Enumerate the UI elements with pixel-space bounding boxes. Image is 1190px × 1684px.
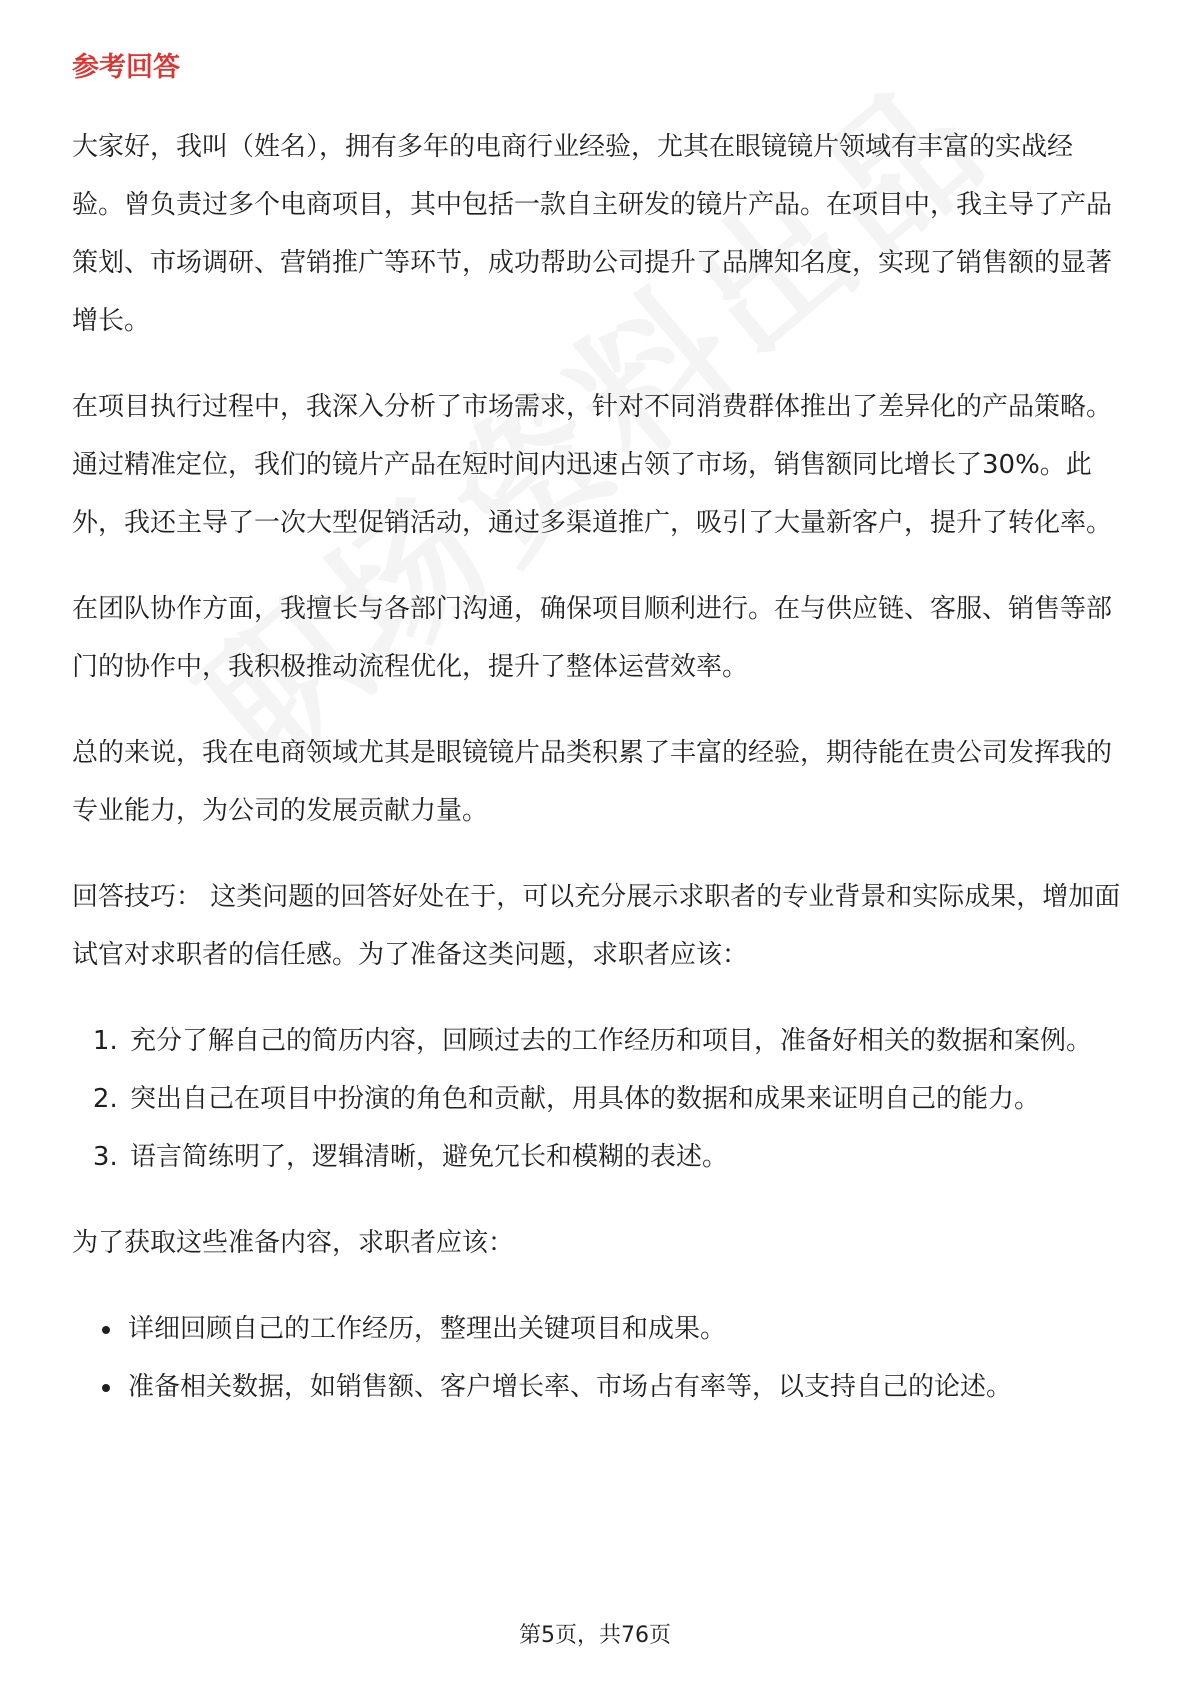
page-footer: 第5页，共76页 xyxy=(519,1623,671,1648)
prep-list xyxy=(72,1300,1122,1416)
answer-paragraph-1: 大家好，我叫（姓名），拥有多年的电商行业经验，尤其在眼镜镜片领域有丰富的实战经验。曾负责过多个电商项目，其中包括一款自主研发的镜片产品。在项目中，我主导了产品策划、市场调研、营销推广等环节，成功帮助公司提升了品牌知名度，实现了销售额的显著增长。 xyxy=(72,132,1113,336)
section-heading: 参考回答 xyxy=(72,52,180,83)
prep-intro: 为了获取这些准备内容，求职者应该： xyxy=(72,1228,515,1258)
tips-list xyxy=(72,1012,1122,1186)
list-item: 1. 充分了解自己的简历内容，回顾过去的工作经历和项目，准备好相关的数据和案例。 xyxy=(126,1012,1122,1070)
answer-paragraph-4: 总的来说，我在电商领域尤其是眼镜镜片品类积累了丰富的经验，期待能在贵公司发挥我的专业能力，为公司的发展贡献力量。 xyxy=(72,738,1113,826)
list-item: • 准备相关数据，如销售额、客户增长率、市场占有率等，以支持自己的论述。 xyxy=(124,1358,1122,1416)
list-item: 3. 语言简练明了，逻辑清晰，避免冗长和模糊的表述。 xyxy=(126,1128,1122,1186)
list-item: 2. 突出自己在项目中扮演的角色和贡献，用具体的数据和成果来证明自己的能力。 xyxy=(126,1070,1122,1128)
answer-paragraph-2: 在项目执行过程中，我深入分析了市场需求，针对不同消费群体推出了差异化的产品策略。通过精准定位，我们的镜片产品在短时间内迅速占领了市场，销售额同比增长了30%。此外，我还主导了一次大型促销活动，通过多渠道推广，吸引了大量新客户，提升了转化率。 xyxy=(72,392,1113,538)
page-content xyxy=(72,48,1122,1444)
tips-intro: 回答技巧： 这类问题的回答好处在于，可以充分展示求职者的专业背景和实际成果，增加面试官对求职者的信任感。为了准备这类问题，求职者应该： xyxy=(72,882,1121,970)
answer-paragraph-3: 在团队协作方面，我擅长与各部门沟通，确保项目顺利进行。在与供应链、客服、销售等部门的协作中，我积极推动流程优化，提升了整体运营效率。 xyxy=(72,594,1113,682)
list-item: • 详细回顾自己的工作经历，整理出关键项目和成果。 xyxy=(124,1300,1122,1358)
